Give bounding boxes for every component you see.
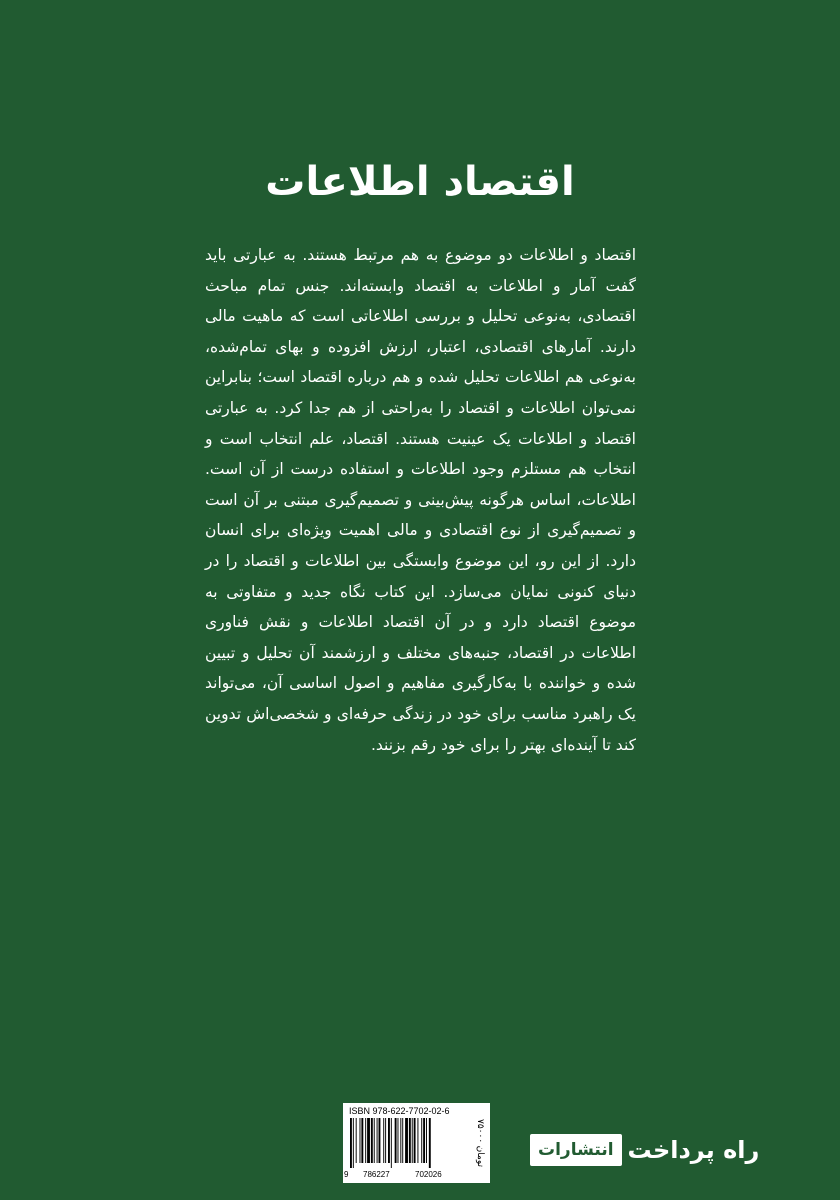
barcode-bar — [385, 1118, 386, 1163]
barcode-bar — [356, 1118, 357, 1163]
barcode-bar — [395, 1118, 397, 1163]
barcode-bar — [388, 1118, 390, 1163]
barcode-digit-left-group: 786227 — [363, 1170, 390, 1179]
barcode-bar — [350, 1118, 352, 1168]
barcode-bar — [400, 1118, 401, 1163]
barcode-bar — [398, 1118, 399, 1163]
barcode-bar — [360, 1118, 361, 1163]
barcode-bar — [409, 1118, 411, 1163]
publisher-label: انتشارات — [530, 1134, 622, 1166]
publisher-logo — [530, 1132, 759, 1168]
barcode-bar — [383, 1118, 384, 1163]
barcode-bar — [417, 1118, 418, 1163]
barcode-bar — [414, 1118, 416, 1163]
barcode-bar — [379, 1118, 381, 1163]
barcode-bar — [402, 1118, 403, 1163]
barcode-bar — [353, 1118, 354, 1168]
barcode-bar — [374, 1118, 375, 1163]
barcode-bar — [365, 1118, 366, 1163]
book-blurb: اقتصاد و اطلاعات دو موضوع به هم مرتبط هستند. به عبارتی باید گفت آمار و اطلاعات به اقتصاد وابسته‌اند. جنس تمام مباحث اقتصادی، به‌نوعی تحلیل و بررسی اطلاعاتی است که ماهیت مالی دارند. آمارهای اقتصادی، اعتبار، ارزش افزوده و بهای تمام‌شده، به‌نوعی هم اطلاعات تحلیل شده و هم درباره اقتصاد است؛ بنابراین نمی‌توان اطلاعات و اقتصاد را به‌راحتی از هم جدا کرد. به عبارتی اقتصاد و اطلاعات یک عینیت هستند. اقتصاد، علم انتخاب است و انتخاب هم مستلزم وجود اطلاعات و استفاده درست از آن است. اطلاعات، اساس هرگونه پیش‌بینی و تصمیم‌گیری مبتنی بر آن است و تصمیم‌گیری از نوع اقتصادی و مالی اهمیت ویژه‌ای برای انسان دارد. از این رو، این موضوع وابستگی بین اطلاعات و اقتصاد را در دنیای کنونی نمایان می‌سازد. این کتاب نگاه جدید و متفاوتی به موضوع اقتصاد دارد و در آن اقتصاد اطلاعات و نقش فناوری اطلاعات در اقتصاد، جنبه‌های مختلف و ارزشمند آن تحلیل و تبیین شده و خواننده با به‌کارگیری مفاهیم و اصول اساسی آن، می‌تواند یک راهبرد مناسب برای خود در زندگی حرفه‌ای و شخصی‌اش تدوین کند تا آینده‌ای بهتر را برای خود رقم بزنند. — [205, 246, 636, 754]
barcode-bar — [377, 1118, 378, 1163]
barcode-bar — [421, 1118, 422, 1163]
barcode-bar — [371, 1118, 373, 1163]
barcode-bar — [429, 1118, 431, 1168]
barcode-bar — [361, 1118, 363, 1163]
isbn-barcode — [343, 1103, 490, 1183]
barcode-digit-prefix: 9 — [344, 1170, 349, 1179]
barcode-bar — [367, 1118, 370, 1163]
barcode-bar — [426, 1118, 427, 1163]
price-label: ۷۵۰۰۰ تومان — [476, 1119, 486, 1167]
barcode-digits — [343, 1169, 473, 1181]
barcode-bar — [405, 1118, 408, 1163]
barcode-bar — [391, 1118, 392, 1168]
barcode-bars — [348, 1118, 468, 1168]
barcode-bar — [423, 1118, 425, 1163]
book-title: اقتصاد اطلاعات — [265, 159, 575, 205]
barcode-bar — [412, 1118, 413, 1163]
barcode-digit-right-group: 702026 — [415, 1170, 442, 1179]
publisher-name: راه پرداخت — [627, 1136, 760, 1164]
isbn-number: ISBN 978-622-7702-02-6 — [349, 1106, 450, 1116]
